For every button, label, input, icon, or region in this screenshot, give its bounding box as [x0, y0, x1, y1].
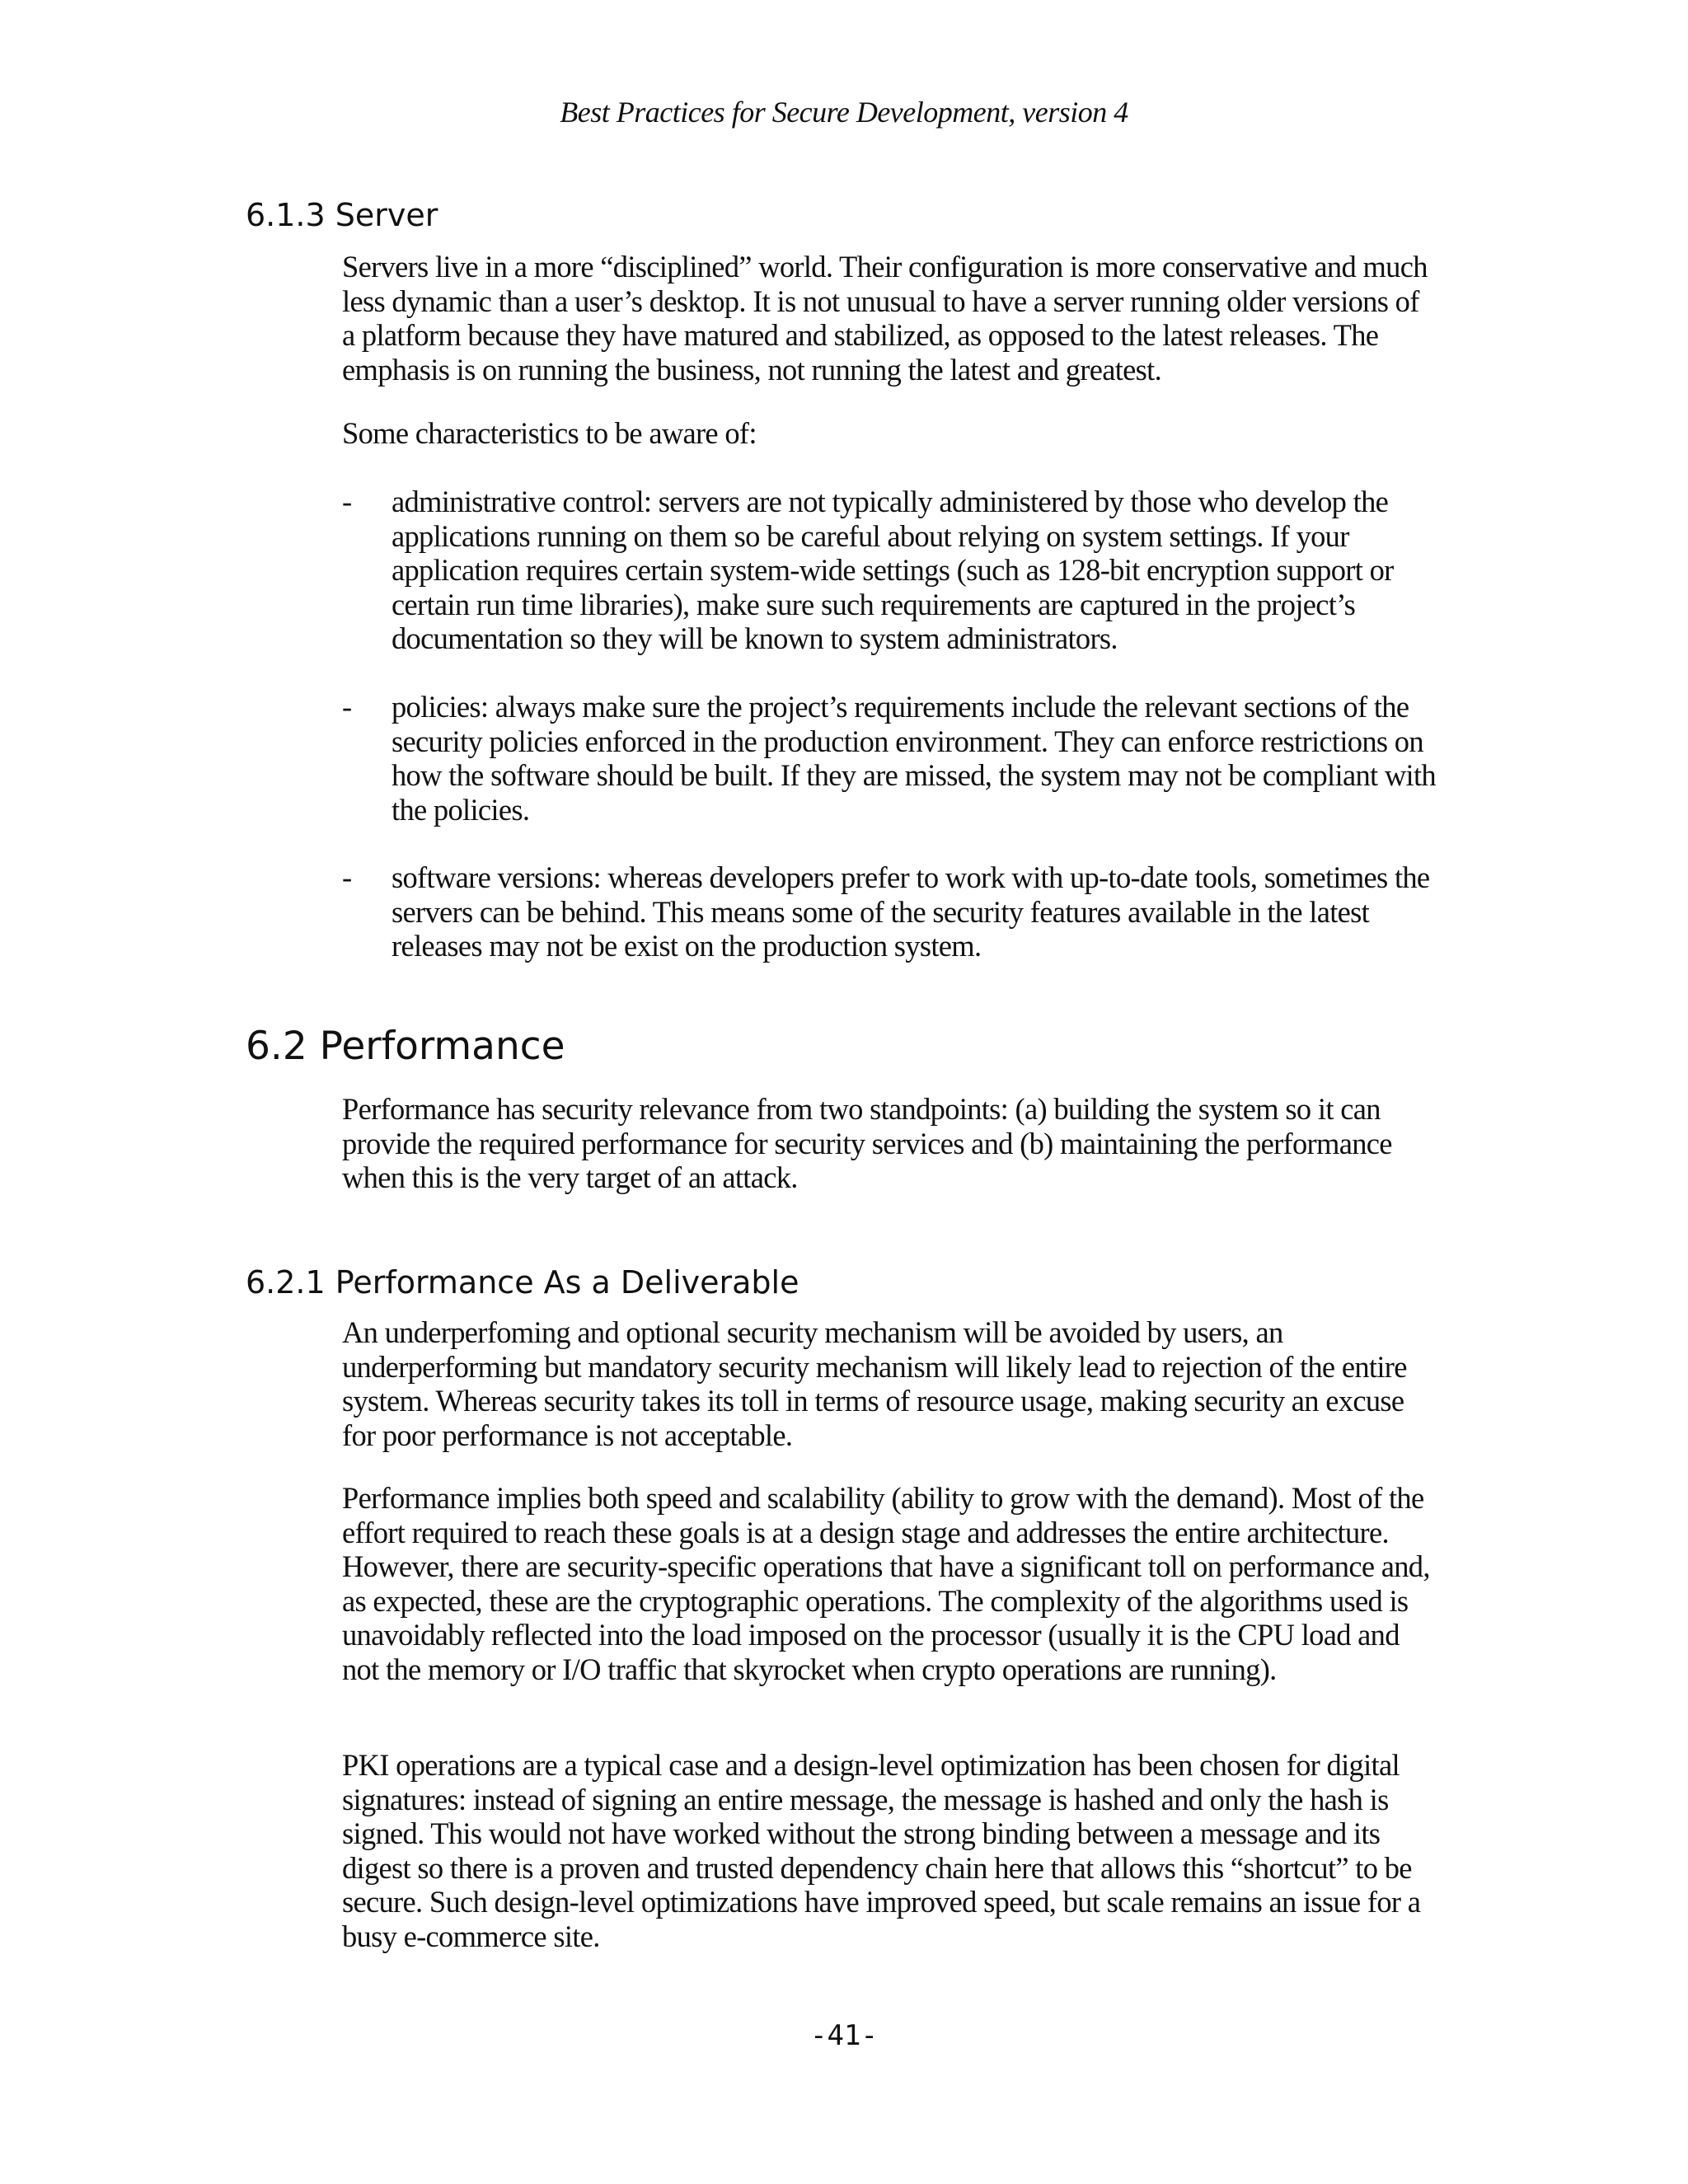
server-lead-in: Some characteristics to be aware of: — [342, 416, 757, 450]
section-heading-performance-deliverable: 6.2.1 Performance As a Deliverable — [246, 1264, 799, 1301]
bullet-marker: - — [342, 860, 352, 894]
section-heading-server: 6.1.3 Server — [246, 197, 438, 233]
bullet-text: administrative control: servers are not typically administered by those who develop the applications running on them so be careful about relying on system settings. If your application requires certain system-wide settings (such as 128-bit encryption support or certain run time libraries), make sure such requirements are captured in the project’s documentation so they will be known to system administrators. — [392, 485, 1394, 655]
bullet-text: policies: always make sure the project’s requirements include the relevant sections of the security policies enforced in the production environment. They can enforce restrictions on how the software should be built. If they are missed, the system may not be compliant with the policies. — [392, 690, 1436, 827]
deliverable-paragraph-3: PKI operations are a typical case and a design-level optimization has been chosen for digital signatures: instead of signing an entire message, the message is hashed and only the hash is signed. This would not have worked without the strong binding between a message and its digest so there is a proven and trusted dependency chain here that allows this “shortcut” to be secure. Such design-level optimizations have improved speed, but scale remains an issue for a busy e-commerce site. — [342, 1748, 1421, 1953]
server-intro-paragraph: Servers live in a more “disciplined” world. Their configuration is more conservative and much less dynamic than a user’s desktop. It is not unusual to have a server running older versions of a platform because they have matured and stabilized, as opposed to the latest releases. The emphasis is on running the business, not running the latest and greatest. — [342, 250, 1428, 387]
bullet-text: software versions: whereas developers prefer to work with up-to-date tools, sometimes the servers can be behind. This means some of the security features available in the latest releases may not be exist on the production system. — [392, 860, 1430, 963]
section-heading-performance: 6.2 Performance — [246, 1024, 565, 1069]
running-header: Best Practices for Secure Development, version 4 — [560, 96, 1128, 129]
bullet-marker: - — [342, 485, 352, 518]
page-number: -41- — [810, 2019, 878, 2052]
performance-intro-paragraph: Performance has security relevance from two standpoints: (a) building the system so it can provide the required performance for security services and (b) maintaining the performance when this is the very target of an attack. — [342, 1092, 1392, 1194]
deliverable-paragraph-1: An underperfoming and optional security mechanism will be avoided by users, an underperforming but mandatory security mechanism will likely lead to rejection of the entire system. Whereas security takes its toll in terms of resource usage, making security an excuse for poor performance is not acceptable. — [342, 1315, 1407, 1452]
bullet-marker: - — [342, 690, 352, 724]
deliverable-paragraph-2: Performance implies both speed and scalability (ability to grow with the demand). Most of the effort required to reach these goals is at a design stage and addresses the entire architecture. However, there are security-specific operations that have a significant toll on performance and, as expected, these are the cryptographic operations. The complexity of the algorithms used is unavoidably reflected into the load imposed on the processor (usually it is the CPU load and not the memory or I/O traffic that skyrocket when crypto operations are running). — [342, 1481, 1430, 1686]
